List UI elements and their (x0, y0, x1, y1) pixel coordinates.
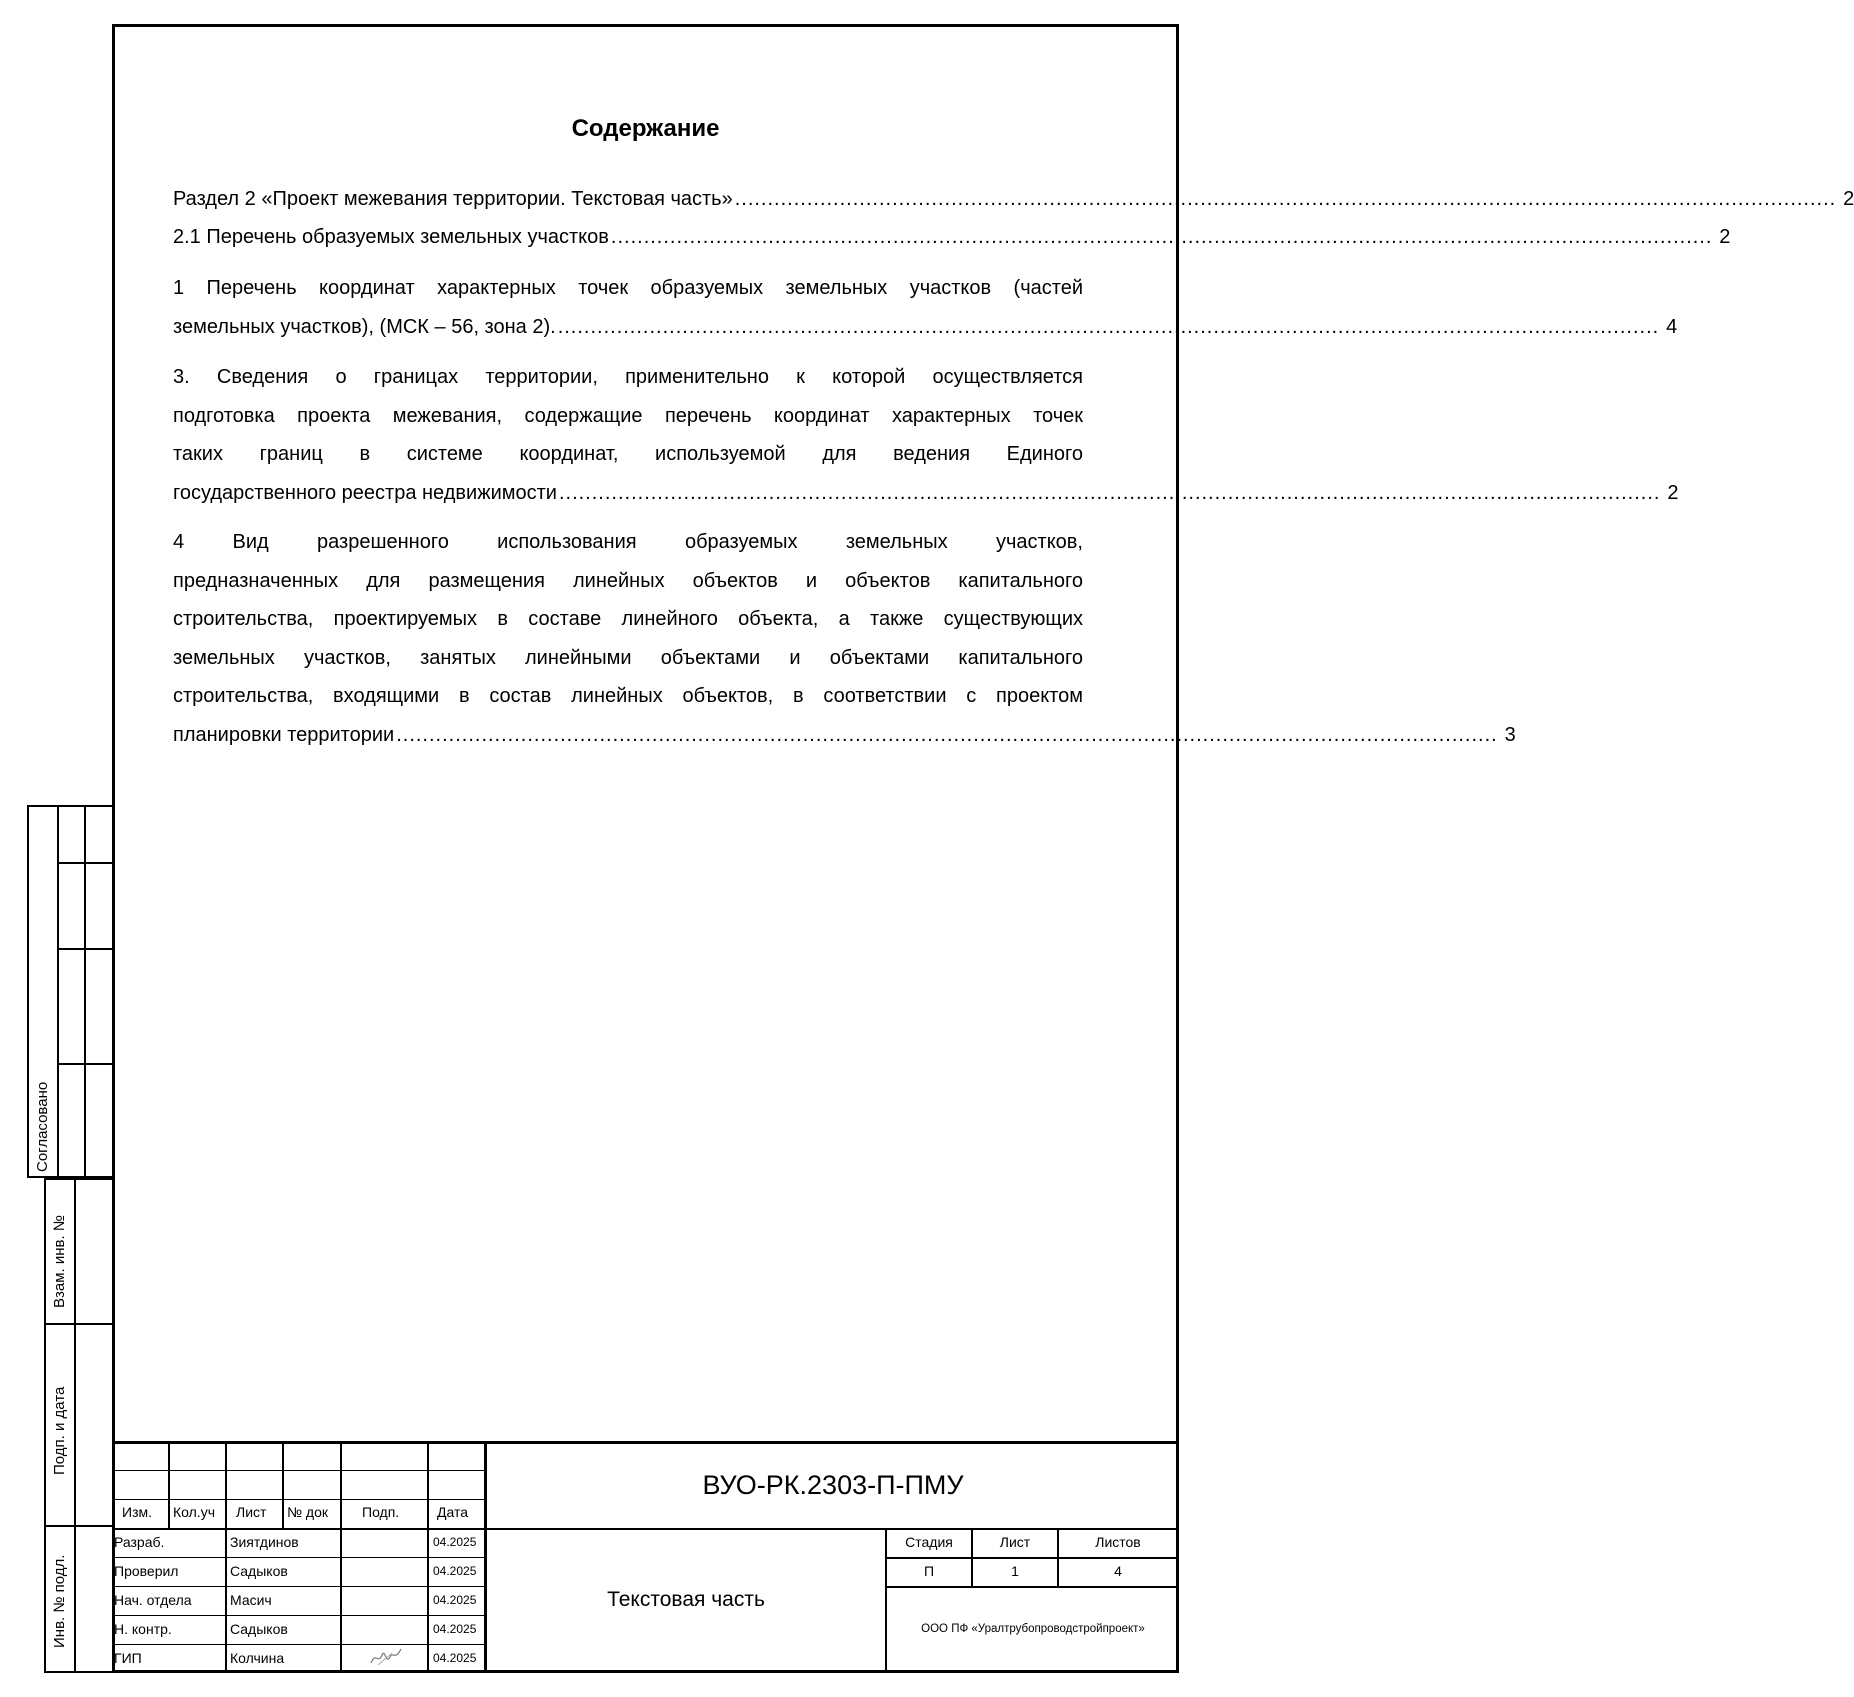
toc-entry-3[interactable]: 1 Перечень координат характерных точек образуемых земельных участков (частей земельных участков), (МСК – 56, зона 2). ........................................................................................................................................................................ 4 (173, 269, 1140, 346)
header-list: Лист (236, 1504, 267, 1520)
header-izm: Изм. (122, 1504, 152, 1520)
row-role: Проверил (114, 1563, 179, 1579)
dot-leader: ........................................................................................................................................................................ (558, 481, 1661, 504)
company-name: ООО ПФ «Уралтрубопроводстройпроект» (921, 1623, 1145, 1635)
row-role: Нач. отдела (114, 1592, 192, 1608)
row-role: Н. контр. (114, 1621, 172, 1637)
toc-entry-4[interactable]: 3. Сведения о границах территории, применительно к которой осуществляется подготовка проекта межевания, содержащие перечень координат характерных точек таких границ в системе координат, используемой для ведения Единого государственного реестра недвижимости ........................................................................................................................................................................ 2 (173, 358, 1140, 512)
doc-code: ВУО-РК.2303-П-ПМУ (702, 1470, 964, 1500)
header-doc-no: № док (287, 1504, 328, 1520)
row-date: 04.2025 (433, 1535, 477, 1549)
doc-title: Текстовая часть (607, 1588, 765, 1611)
page-title: Содержание (571, 115, 720, 142)
dot-leader: ........................................................................................................................................................................ (396, 723, 1498, 746)
signature-mark (368, 1645, 404, 1669)
row-name: Зиятдинов (230, 1534, 299, 1550)
sheets-label: Листов (1095, 1534, 1141, 1550)
sign-date-label: Подп. и дата (51, 1386, 68, 1475)
dot-leader: ........................................................................................................................................................................ (610, 226, 1713, 248)
stage-label: Стадия (905, 1534, 953, 1550)
toc-entry-2[interactable]: 2.1 Перечень образуемых земельных участков ........................................................................................................................................................................ 2 (173, 218, 1140, 257)
inv-no-label: Инв. № подл. (51, 1554, 68, 1648)
row-name: Садыков (230, 1621, 288, 1637)
header-kolvo: Кол.уч (173, 1504, 215, 1520)
header-sign: Подп. (362, 1504, 400, 1520)
row-name: Садыков (230, 1563, 288, 1579)
dot-leader: ........................................................................................................................................................................ (557, 315, 1660, 338)
sheet-label: Лист (999, 1534, 1031, 1550)
sheets-value: 4 (1114, 1563, 1122, 1579)
sheet-value: 1 (1011, 1563, 1019, 1579)
row-date: 04.2025 (433, 1651, 477, 1665)
row-date: 04.2025 (433, 1622, 477, 1636)
row-name: Масич (230, 1592, 272, 1608)
toc-entry-1[interactable]: Раздел 2 «Проект межевания территории. Текстовая часть» ........................................................................................................................................................................ 2 (173, 180, 1140, 219)
dot-leader: ........................................................................................................................................................................ (734, 188, 1837, 210)
row-role: ГИП (114, 1650, 142, 1666)
row-date: 04.2025 (433, 1593, 477, 1607)
stage-value: П (923, 1563, 935, 1579)
toc-entry-5[interactable]: 4 Вид разрешенного использования образуемых земельных участков, предназначенных для размещения линейных объектов и объектов капитального строительства, проектируемых в составе линейного объекта, а также существующих земельных участков, занятых линейными объектами и объектами капитального строительства, входящими в состав линейных объектов, в соответствии с проектом планировки территории ........................................................................................................................................................................ 3 (173, 523, 1140, 754)
replace-inv-label: Взам. инв. № (51, 1215, 68, 1308)
row-date: 04.2025 (433, 1564, 477, 1578)
agreed-label: Согласовано (34, 1081, 51, 1172)
header-date: Дата (437, 1504, 469, 1520)
row-name: Колчина (230, 1650, 285, 1666)
row-role: Разраб. (114, 1534, 165, 1550)
